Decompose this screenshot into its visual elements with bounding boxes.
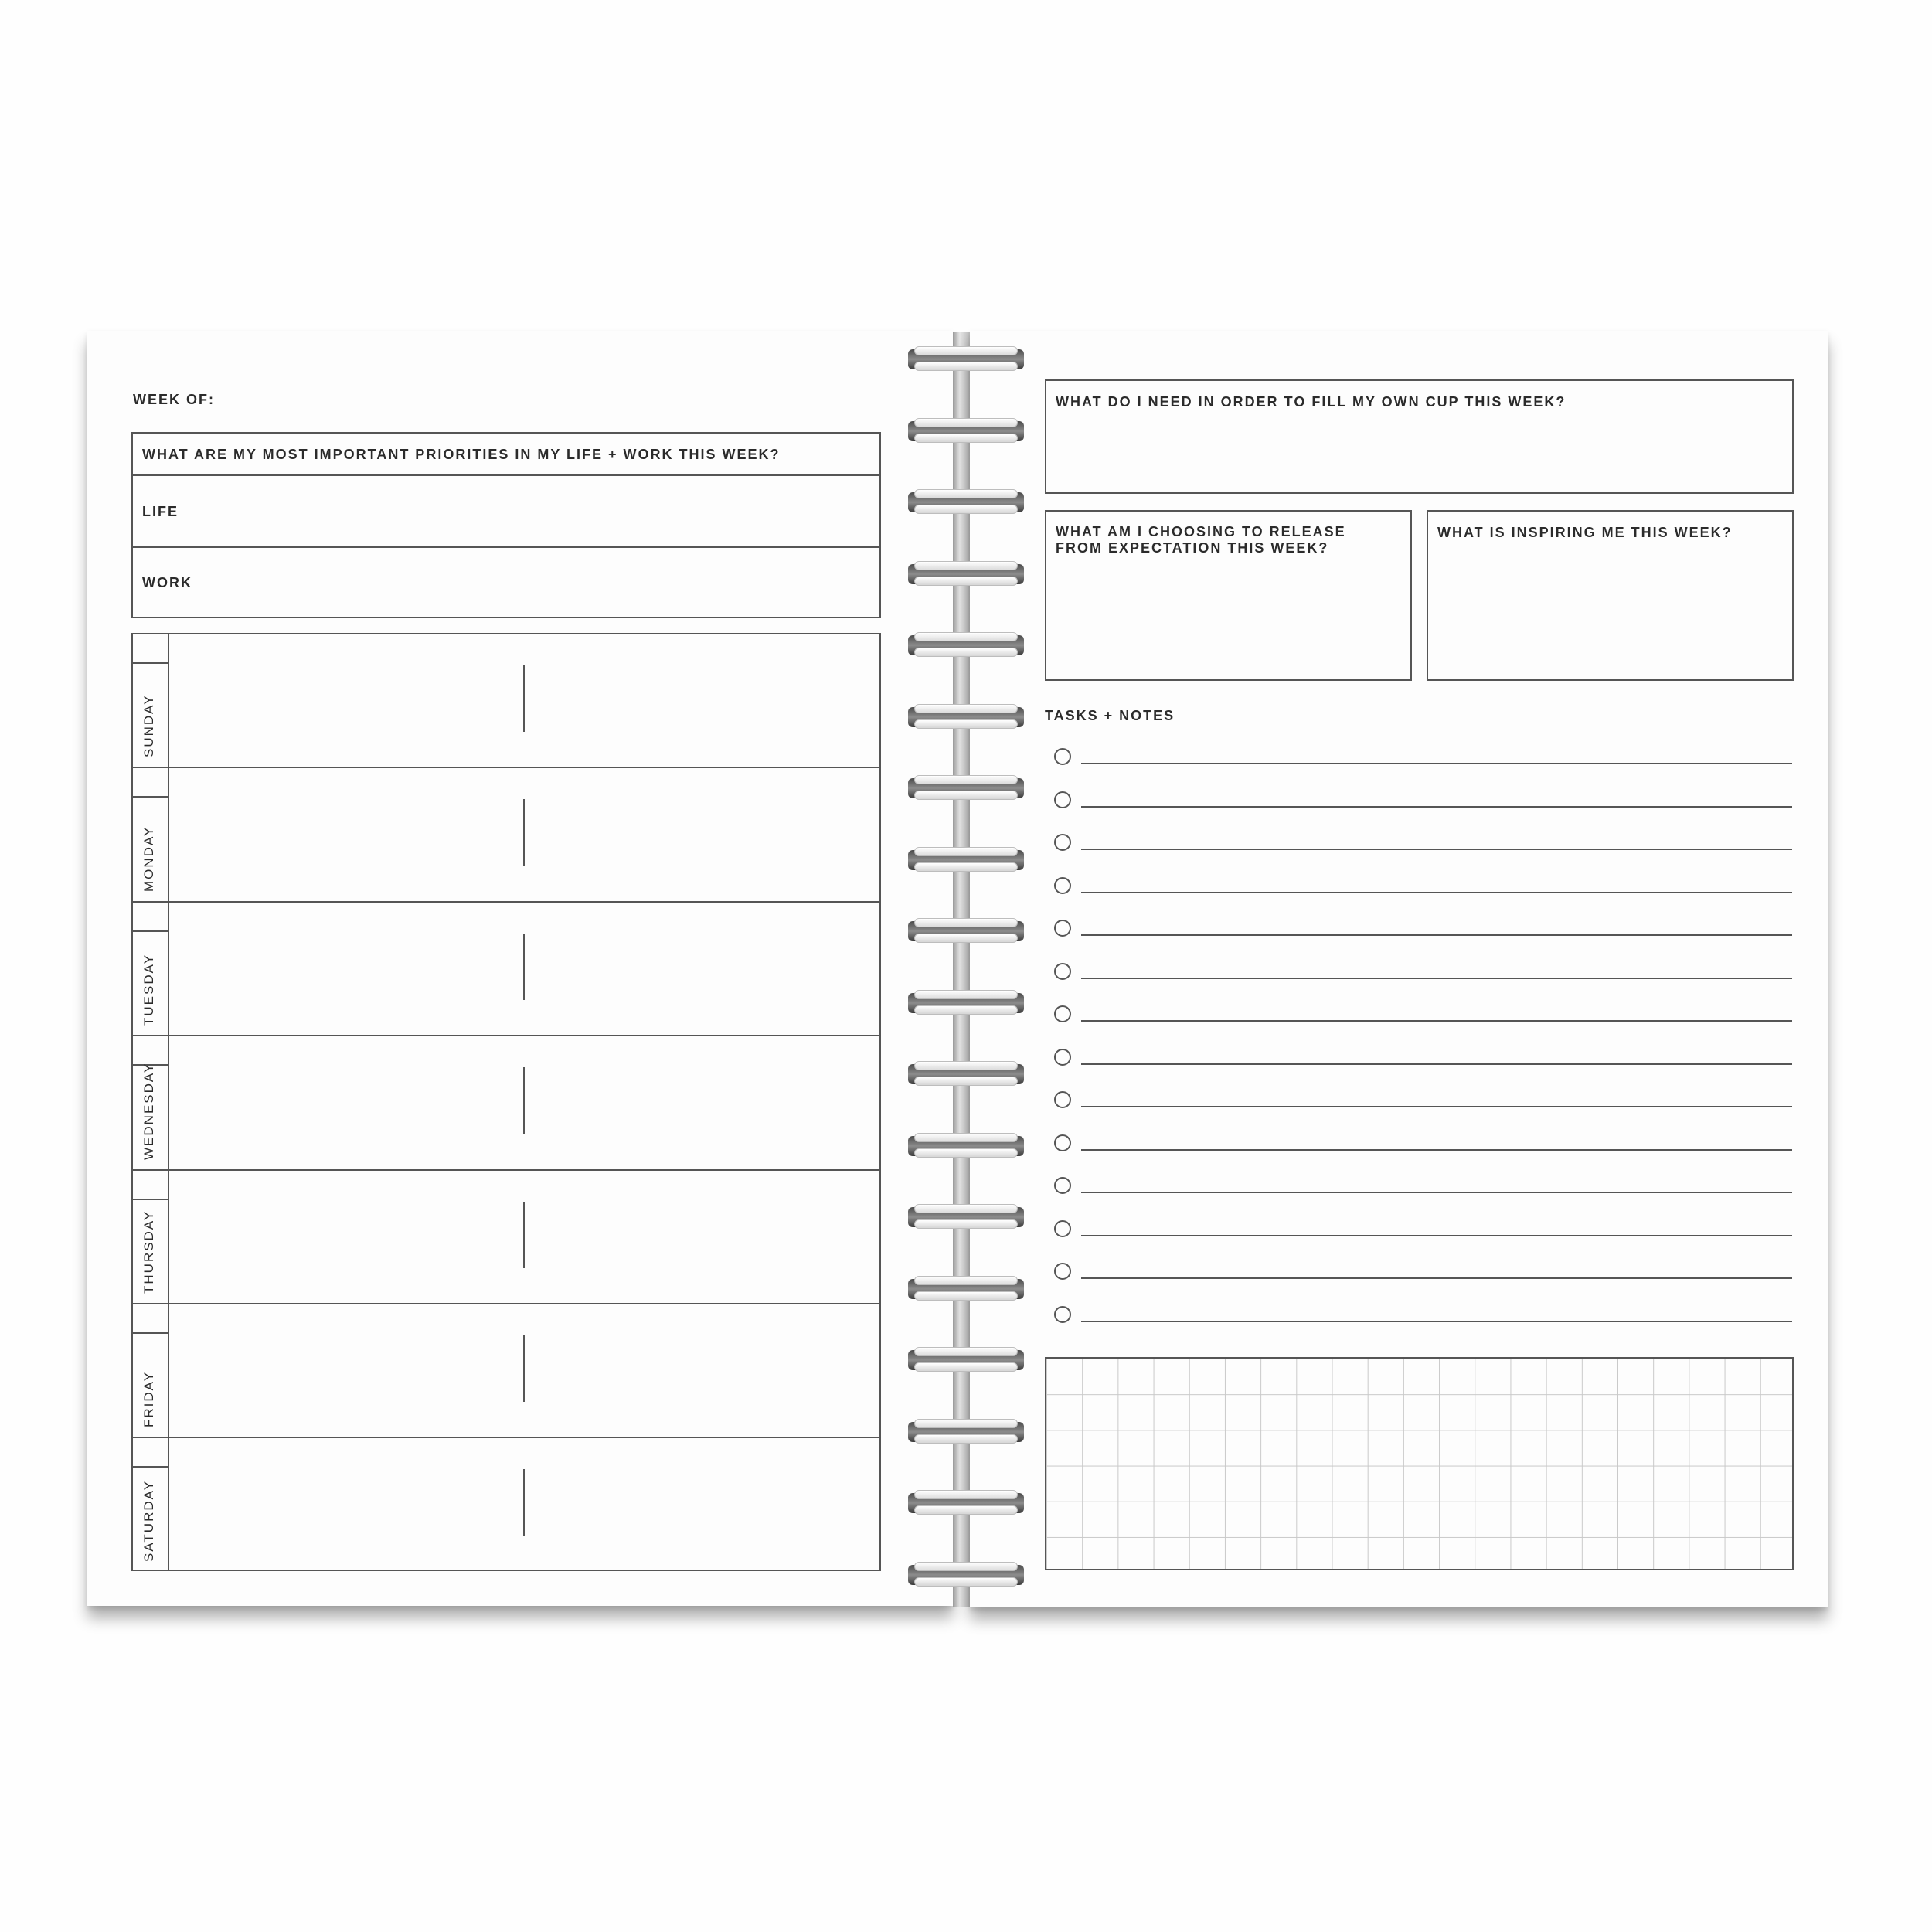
spiral-coil — [908, 1204, 1024, 1230]
task-checkbox[interactable] — [1054, 1005, 1071, 1022]
day-label-column-divider — [168, 633, 169, 1571]
task-checkbox[interactable] — [1054, 1091, 1071, 1108]
task-line[interactable] — [1081, 1235, 1792, 1236]
priorities-divider — [131, 474, 881, 476]
task-line[interactable] — [1081, 1020, 1792, 1022]
task-line[interactable] — [1081, 763, 1792, 764]
day-label-cap — [131, 796, 168, 798]
day-mid-divider — [523, 1067, 525, 1134]
release-question-line1: WHAT AM I CHOOSING TO RELEASE — [1056, 524, 1346, 539]
day-row-divider — [131, 1303, 881, 1304]
task-line[interactable] — [1081, 1063, 1792, 1065]
day-mid-divider — [523, 1469, 525, 1536]
day-mid-divider — [523, 665, 525, 732]
priorities-question: WHAT ARE MY MOST IMPORTANT PRIORITIES IN MY LIFE + WORK THIS WEEK? — [142, 447, 781, 462]
task-line[interactable] — [1081, 849, 1792, 850]
life-label: LIFE — [142, 504, 179, 519]
task-checkbox[interactable] — [1054, 1177, 1071, 1194]
day-mid-divider — [523, 799, 525, 866]
spiral-coil — [908, 418, 1024, 444]
task-line[interactable] — [1081, 978, 1792, 979]
spiral-coil — [908, 1490, 1024, 1516]
task-checkbox[interactable] — [1054, 748, 1071, 765]
day-row-divider — [131, 1169, 881, 1171]
spiral-spine — [953, 332, 970, 1607]
day-mid-divider — [523, 934, 525, 1000]
task-line[interactable] — [1081, 1106, 1792, 1107]
left-page — [87, 331, 953, 1606]
spiral-coil — [908, 1347, 1024, 1373]
spiral-coil — [908, 346, 1024, 372]
task-checkbox[interactable] — [1054, 834, 1071, 851]
tasks-label: TASKS + NOTES — [1045, 708, 1175, 723]
spiral-coil — [908, 1133, 1024, 1159]
task-checkbox[interactable] — [1054, 963, 1071, 980]
spiral-coil — [908, 1562, 1024, 1588]
day-label-monday: MONDAY — [141, 825, 156, 892]
spiral-coil — [908, 1419, 1024, 1445]
work-label: WORK — [142, 575, 192, 590]
day-label-cap — [131, 662, 168, 664]
day-row-divider — [131, 1035, 881, 1036]
task-line[interactable] — [1081, 1321, 1792, 1322]
grid-notes-area — [1045, 1357, 1794, 1570]
spiral-coil — [908, 561, 1024, 587]
release-question-line2: FROM EXPECTATION THIS WEEK? — [1056, 540, 1329, 556]
day-label-cap — [131, 1466, 168, 1468]
task-checkbox[interactable] — [1054, 791, 1071, 808]
spiral-coil — [908, 704, 1024, 730]
task-line[interactable] — [1081, 892, 1792, 893]
life-divider — [131, 546, 881, 548]
task-checkbox[interactable] — [1054, 1049, 1071, 1066]
week-of-label: WEEK OF: — [133, 392, 215, 407]
day-label-cap — [131, 1199, 168, 1200]
task-checkbox[interactable] — [1054, 1220, 1071, 1237]
day-row-divider — [131, 767, 881, 768]
task-checkbox[interactable] — [1054, 877, 1071, 894]
spiral-coil — [908, 990, 1024, 1016]
fill-cup-question: WHAT DO I NEED IN ORDER TO FILL MY OWN CUP THIS WEEK? — [1056, 394, 1566, 410]
spiral-coil — [908, 632, 1024, 658]
day-mid-divider — [523, 1202, 525, 1268]
spiral-coil — [908, 489, 1024, 515]
task-checkbox[interactable] — [1054, 1306, 1071, 1323]
day-label-cap — [131, 1332, 168, 1334]
day-row-divider — [131, 1437, 881, 1438]
spiral-coil — [908, 847, 1024, 873]
task-line[interactable] — [1081, 1149, 1792, 1151]
spiral-coil — [908, 918, 1024, 944]
spiral-coil — [908, 775, 1024, 801]
day-label-tuesday: TUESDAY — [141, 954, 156, 1026]
spiral-coil — [908, 1061, 1024, 1087]
task-line[interactable] — [1081, 1277, 1792, 1279]
task-line[interactable] — [1081, 934, 1792, 936]
task-line[interactable] — [1081, 806, 1792, 808]
day-label-cap — [131, 930, 168, 932]
task-checkbox[interactable] — [1054, 1263, 1071, 1280]
day-label-thursday: THURSDAY — [141, 1209, 156, 1294]
task-checkbox[interactable] — [1054, 1134, 1071, 1151]
day-row-divider — [131, 901, 881, 903]
inspiring-question: WHAT IS INSPIRING ME THIS WEEK? — [1437, 525, 1733, 540]
day-label-friday: FRIDAY — [141, 1371, 156, 1428]
spiral-coil — [908, 1276, 1024, 1302]
day-mid-divider — [523, 1335, 525, 1402]
day-label-saturday: SATURDAY — [141, 1479, 156, 1562]
day-label-wednesday: WEDNESDAY — [141, 1062, 156, 1160]
weekly-schedule-box — [131, 633, 881, 1571]
day-label-sunday: SUNDAY — [141, 694, 156, 758]
right-page — [970, 331, 1828, 1607]
task-line[interactable] — [1081, 1192, 1792, 1193]
task-checkbox[interactable] — [1054, 920, 1071, 937]
